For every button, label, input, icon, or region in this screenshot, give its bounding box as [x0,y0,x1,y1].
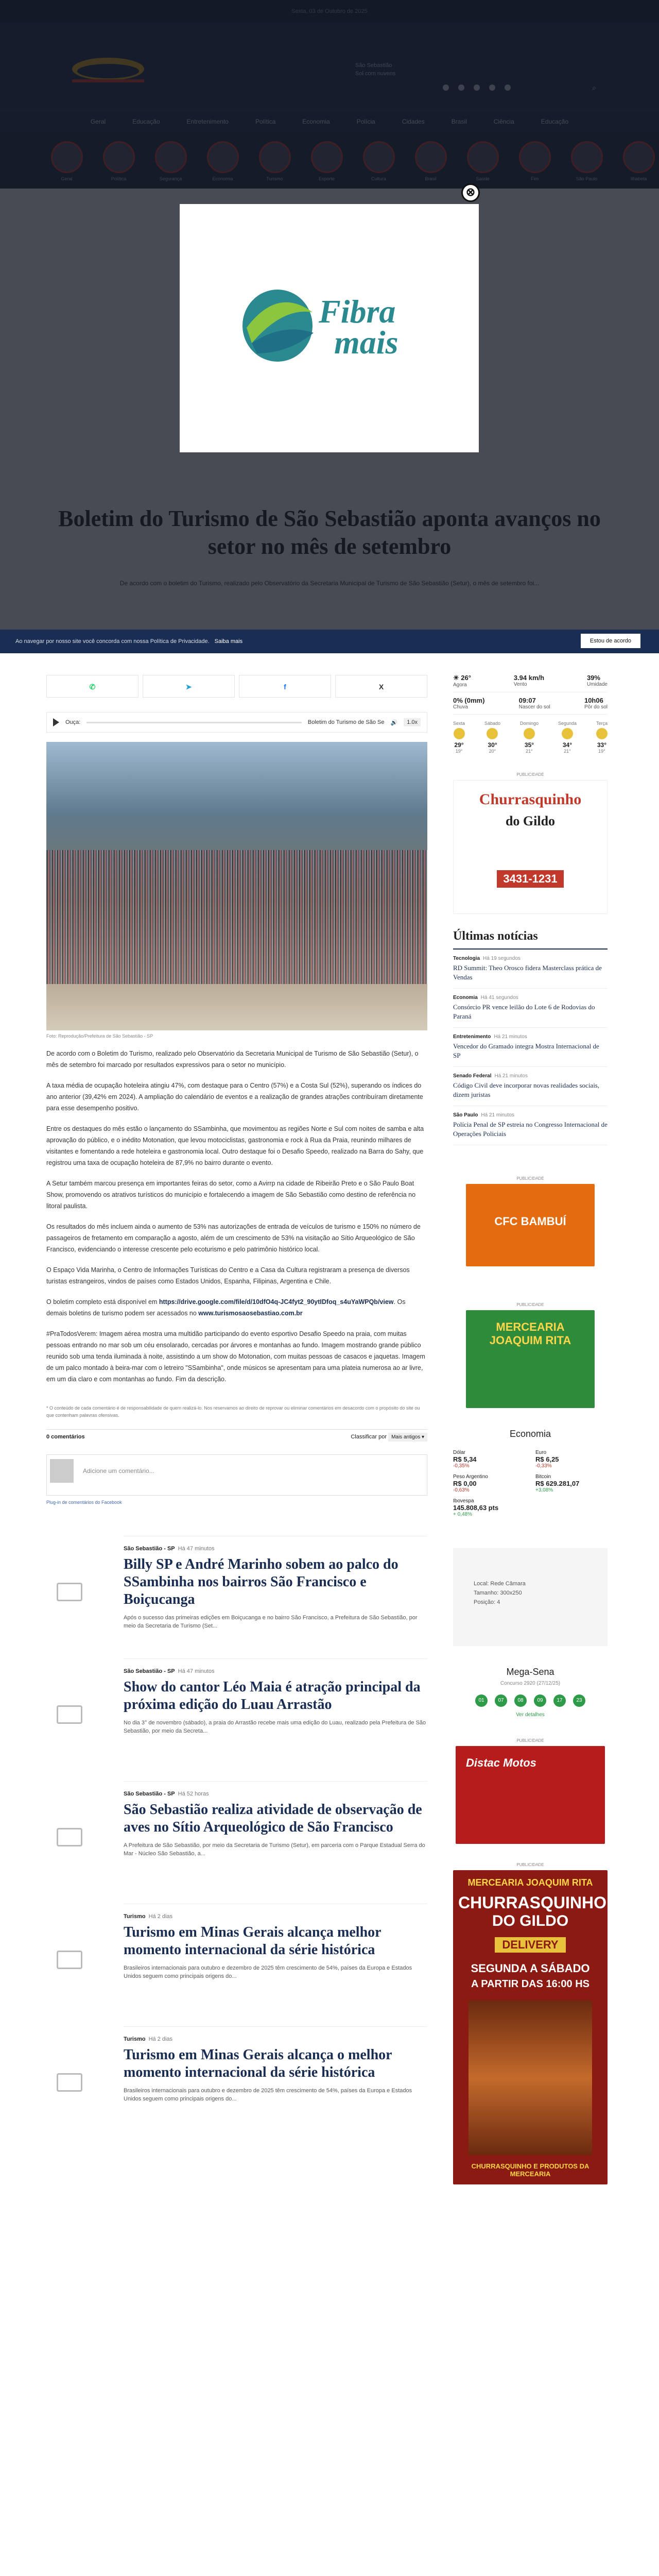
related-item[interactable] [124,1781,427,1904]
latest-title[interactable]: Consórcio PR vence leilão do Lote 6 de Rodovias do Paraná [453,1003,595,1020]
latest-meta [453,1112,608,1118]
economy-item [453,1450,525,1469]
related-category: São Sebastião - SP [124,1546,175,1552]
weather-label: Agora [453,682,467,688]
latest-meta [453,956,608,961]
economy-value: R$ 6,25 [535,1455,559,1463]
economy-name: Euro [535,1450,547,1455]
related-category: Turismo [124,2036,146,2042]
latest-heading: Últimas notícias [453,914,608,950]
economy-change: -0,35% [453,1463,470,1469]
ad-label: PUBLICIDADE [516,772,544,777]
latest-time: Há 21 minutos [494,1073,528,1079]
audio-player [46,712,427,733]
weather-label: Vento [513,682,527,687]
weather-value: 10h06 [584,697,603,704]
day-high: 35° [524,741,534,749]
sun-icon [487,728,498,739]
ad-cfc-bambui[interactable]: CFC BAMBUÍ [466,1184,595,1266]
weather-value: 09:07 [518,697,536,704]
article-photo [46,742,427,1030]
player-progress[interactable] [86,722,302,723]
sort-label: Classificar por [351,1434,387,1440]
weather-value: 39% [586,674,600,682]
mega-ball: 08 [514,1694,527,1707]
latest-category: São Paulo [453,1112,478,1118]
latest-title[interactable]: Vencedor do Gramado integra Mostra Internacional de SP [453,1042,599,1059]
economy-value: R$ 5,34 [453,1455,477,1463]
play-icon[interactable] [53,718,59,726]
turismo-link[interactable]: www.turismosaosebastiao.com.br [198,1310,303,1317]
weather-label: Pôr do sol [584,704,608,710]
latest-item[interactable] [453,989,608,1028]
related-title[interactable]: Turismo em Minas Gerais alcança o melhor momento internacional da série histórica [124,2047,392,2080]
ad-mercearia-churrasquinho[interactable] [453,1870,608,2184]
share-bar [46,675,427,698]
cookie-banner [0,630,659,653]
related-category: Turismo [124,1913,146,1920]
ad-label: PUBLICIDADE [516,1176,544,1181]
mega-heading: Mega-Sena [506,1667,554,1677]
paragraph: Os resultados do mês incluem ainda o aumento de 53% nas autorizações de entrada de veículos de turismo e 150% no número de passageiros de fretamento em comparação a agosto, além de um crescimento de 53% na visitação ao Sítio Arqueológico de São Francisco, evidenciando o interesse crescente pelo ecoturismo e pelo patrimônio histórico local. [46,1223,421,1253]
image-placeholder-icon [57,2073,82,2092]
day-high: 29° [454,741,464,749]
sun-icon [524,728,535,739]
latest-category: Economia [453,995,478,1001]
latest-news [453,914,608,1145]
economy-name: Peso Argentino [453,1474,488,1480]
weather-label: Nascer do sol [518,704,550,710]
sun-icon [596,728,608,739]
mega-numbers [453,1694,608,1707]
cookie-link[interactable]: Saiba mais [214,638,243,645]
related-title[interactable]: São Sebastião realiza atividade de observação de aves no Sítio Arqueológico de São Francisco [124,1802,422,1835]
day-name: Segunda [558,721,577,726]
ad-phone: 3431-1231 [497,870,563,888]
comment-input[interactable]: Adicione um comentário... [83,1467,154,1475]
forecast-day [453,721,465,754]
facebook-share-button[interactable]: f [239,675,331,698]
paragraph: Entre os destaques do mês estão o lançamento do SSambinha, que movimentou as regiões Norte e Sul com noites de samba e alta aprovação do público, e o inédito Motonation, que levou motociclistas, gastronomia e rock à Rua da Praia, reunindo milhares de visitantes e fomentando a rede hoteleira e gastronomia local. Outro destaque foi o Desafio Speedo, realizado na Barra do Sahy, que registrou uma taxa de ocupação hoteleira de 87,9% no bairro durante o evento. [46,1125,424,1166]
weather-value: 3.94 km/h [513,674,545,682]
economy-change: + 0,48% [453,1512,472,1517]
comments-count: 0 comentários [46,1434,85,1440]
ad-label: PUBLICIDADE [516,1302,544,1307]
related-title[interactable]: Turismo em Minas Gerais alcança melhor momento internacional da série histórica [124,1924,381,1958]
volume-icon[interactable]: 🔊 [390,719,398,726]
economy-heading: Economia [509,1429,551,1439]
latest-item[interactable] [453,950,608,989]
forecast-day [484,721,500,754]
related-category: São Sebastião - SP [124,1668,175,1674]
weather-stat [587,674,608,688]
ad-label: PUBLICIDADE [516,1738,544,1743]
big-ad-delivery: DELIVERY [495,1937,565,1953]
big-ad-hours: A PARTIR DAS 16:00 HS [471,1978,590,1990]
related-category: São Sebastião - SP [124,1791,175,1797]
weather-stat [584,697,608,710]
weather-label: Umidade [586,682,608,687]
related-item[interactable] [124,1658,427,1781]
article-body [46,1048,427,1385]
latest-category: Senado Federal [453,1073,492,1079]
forecast-day [596,721,608,754]
related-meta [124,1546,427,1552]
latest-time: Há 21 minutos [494,1034,527,1040]
big-ad-days: SEGUNDA A SÁBADO [471,1962,590,1975]
weather-stat [453,674,471,688]
image-placeholder-icon [57,1705,82,1724]
economy-item [535,1474,608,1493]
latest-time: Há 41 segundos [480,995,518,1001]
related-desc: Brasileiros internacionais para outubro e dezembro de 2025 têm crescimento de 54%, países da Europa e Estados Unidos seguem como principais origens do... [124,1965,412,1979]
mega-ball: 23 [573,1694,585,1707]
day-high: 34° [562,741,573,749]
related-time: Há 2 dias [148,2036,173,2042]
related-desc: No dia 3° de novembro (sábado), a praia do Arrastão recebe mais uma edição do Luau, realizado pela Prefeitura de São Sebastião, por meio da Secreta... [124,1720,426,1734]
latest-category: Tecnologia [453,956,480,961]
sidebar [453,670,608,2184]
economy-name: Bitcoin [535,1474,551,1480]
economy-value: 145.808,63 pts [453,1504,499,1512]
latest-item[interactable] [453,1028,608,1067]
player-rate[interactable]: 1.0x [404,718,421,726]
facebook-plugin-label: Plug-in de comentários do Facebook [46,1500,122,1505]
day-name: Terça [596,721,608,726]
economy-value: R$ 629.281,07 [535,1480,580,1487]
day-name: Sexta [453,721,465,726]
day-low: 19° [455,749,463,754]
weather-value: 0% (0mm) [453,697,485,704]
ad-placeholder [453,1548,608,1646]
economy-change: -0,33% [535,1463,552,1469]
mega-ball: 09 [534,1694,546,1707]
weather-label: Chuva [453,704,468,710]
day-low: 20° [489,749,496,754]
x-share-button[interactable]: X [335,675,427,698]
ad-churrasquinho[interactable] [453,780,608,914]
photo-credit: Foto: Reprodução/Prefeitura de São Sebastião - SP [46,1033,153,1039]
ad-title: Churrasquinho [479,791,582,808]
local-label: Local: [474,1581,489,1587]
forecast-day [558,721,577,754]
related-meta [124,1913,427,1920]
ad-food-image [469,2001,592,2155]
ad-subtitle: do Gildo [505,814,556,828]
weather-row [453,670,608,692]
weather-value: ☀ 26° [453,674,471,682]
brand-line2: mais [334,324,398,361]
economy-change: -0,63% [453,1487,470,1493]
latest-time: Há 21 minutos [481,1112,514,1118]
day-low: 21° [564,749,571,754]
related-item[interactable] [124,1536,427,1658]
ad-label: PUBLICIDADE [516,1862,544,1867]
related-news [46,1536,427,2149]
related-meta [124,2036,427,2042]
ad-distac-motos[interactable]: Distac Motos [456,1746,605,1844]
image-placeholder-icon [57,1951,82,1969]
sort-select[interactable]: Mais antigos ▾ [388,1433,427,1442]
related-time: Há 47 minutos [178,1668,215,1674]
sun-icon [562,728,573,739]
comment-note: * O conteúdo de cada comentário é de responsabilidade de quem realizá-lo. Nos reservamos ao direito de reprovar ou eliminar comentários em desacordo com o propósito do site ou que contenham palavras ofensivas. [46,1405,420,1418]
fibra-mais-logo [180,204,479,452]
paragraph: O Espaço Vida Marinha, o Centro de Informações Turísticas do Centro e a Casa da Cultura registraram a presença de diversos turistas estrangeiros, vindos de países como Estados Unidos, Espanha, Filipinas, Argentina e Chile. [46,1266,410,1285]
latest-meta [453,1073,608,1079]
economy-item [453,1474,525,1493]
latest-time: Há 19 segundos [483,956,521,961]
cookie-text: Ao navegar por nosso site você concorda com nossa Política de Privacidade. [15,638,210,645]
weather-forecast [453,721,608,754]
player-label: Ouça: [65,719,81,725]
latest-meta [453,995,608,1001]
article-main [46,675,427,2149]
mega-details-link[interactable]: Ver detalhes [516,1712,545,1718]
weather-widget [453,670,608,715]
mega-sena-widget [453,1667,608,1718]
ad-mercearia[interactable]: MERCEARIA JOAQUIM RITA [466,1310,595,1408]
position-value: 4 [497,1599,500,1605]
weather-stat [519,697,550,710]
day-high: 33° [597,741,607,749]
paragraph: A taxa média de ocupação hoteleira atingiu 47%, com destaque para o Centro (57%) e a Costa Sul (52%), superando os índices do ano anterior (39,42% em 2024). A ampliação do calendário de eventos e a realização de grandes atrações contribuíram diretamente para esse desempenho positivo. [46,1082,423,1112]
comment-box[interactable] [46,1454,427,1496]
economy-value: R$ 0,00 [453,1480,477,1487]
related-item[interactable] [124,1904,427,2026]
related-title[interactable]: Billy SP e André Marinho sobem ao palco do SSambinha nos bairros São Francisco e Boiçucanga [124,1556,398,1607]
big-ad-title3: DO GILDO [492,1912,569,1929]
image-placeholder-icon [57,1828,82,1846]
mega-ball: 07 [495,1694,507,1707]
player-title: Boletim do Turismo de São Se [307,719,385,725]
image-placeholder-icon [57,1583,82,1601]
economy-item [453,1498,525,1517]
economy-name: Dólar [453,1450,465,1455]
ad-popup[interactable] [180,204,479,452]
related-time: Há 47 minutos [178,1546,215,1552]
latest-item[interactable] [453,1067,608,1106]
latest-meta [453,1034,608,1040]
related-time: Há 2 dias [148,1913,173,1920]
size-label: Tamanho: [474,1590,499,1596]
comments-header [46,1429,427,1440]
day-low: 21° [526,749,533,754]
paragraph: A Setur também marcou presença em importantes feiras do setor, como a Avirrp na cidade de Ribeirão Preto e o São Paulo Boat Show, promovendo os atrativos turísticos do município e fortalecendo a imagem de São Sebastião como destino de referência no litoral paulista. [46,1180,416,1210]
telegram-share-button[interactable]: ➤ [143,675,235,698]
paragraph: #PraTodosVerem: Imagem aérea mostra uma multidão participando do evento esportivo Desafio Speedo na praia, com muitas pessoas entrando no mar sob um céu ensolarado, cercadas por árvores e montanhas ao fundo. Imagem mostrando grande público reunido sob uma tenda iluminada à noite, assistindo a um show do Motonation, com muitas pessoas de casacos e jaquetas. Imagem de um palco montado à beira-mar com o letreiro "SSambinha", onde músicos se apresentam para uma plateia numerosa ao ar livre, em um dia claro e com montanhas ao fundo. Fim da descrição. [46,1330,425,1383]
day-low: 19° [598,749,605,754]
related-meta [124,1791,427,1797]
weather-stat [514,674,544,688]
big-ad-title: MERCEARIA JOAQUIM RITA [467,1877,593,1888]
related-desc: Após o sucesso das primeiras edições em Boiçucanga e no bairro São Francisco, a Prefeitura de São Sebastião, por meio da Secretaria de Turismo (Set... [124,1615,418,1629]
close-icon[interactable]: ⊗ [461,183,480,202]
big-ad-footer: CHURRASQUINHO E PRODUTOS DA MERCEARIA [471,2162,589,2178]
avatar [50,1459,74,1483]
latest-category: Entretenimento [453,1034,491,1040]
economy-change: +3,08% [535,1487,553,1493]
day-name: Domingo [519,721,539,726]
related-time: Há 52 horas [178,1791,209,1797]
related-title[interactable]: Show do cantor Léo Maia é atração principal da próxima edição do Luau Arrastão [124,1679,421,1713]
big-ad-title2: CHURRASQUINHO [458,1893,606,1912]
local-value: Rede Câmara [490,1581,526,1587]
brand-line1: Fibra [319,293,396,330]
economy-item [535,1450,608,1469]
link-prefix: O boletim completo está disponível em [46,1298,159,1306]
related-meta [124,1668,427,1674]
mega-sub: Concurso 2920 (27/12/25) [500,1681,561,1686]
related-desc: Brasileiros internacionais para outubro e dezembro de 2025 têm crescimento de 54%, países da Europa e Estados Unidos seguem como principais origens do... [124,2088,412,2102]
latest-item[interactable] [453,1106,608,1145]
latest-title[interactable]: Código Civil deve incorporar novas realidades sociais, dizem juristas [453,1081,600,1098]
related-item[interactable] [124,2026,427,2149]
sun-icon [454,728,465,739]
latest-title[interactable]: Polícia Penal de SP estreia no Congresso Internacional de Operações Policiais [453,1121,608,1138]
day-high: 30° [488,741,497,749]
paragraph: De acordo com o Boletim do Turismo, realizado pelo Observatório da Secretaria Municipal de Turismo de São Sebastião (Setur), o mês de setembro foi marcado por resultados expressivos para o setor no município. [46,1050,419,1069]
economy-name: Ibovespa [453,1498,474,1504]
day-name: Sábado [484,721,500,726]
related-desc: A Prefeitura de São Sebastião, por meio da Secretaria de Turismo (Setur), em parceria com o Parque Estadual Serra do Mar - Núcleo São Sebastião, a... [124,1842,425,1857]
link-suffix: . Os demais boletins de turismo podem ser acessados no [46,1298,406,1317]
weather-stat [453,697,484,710]
accept-cookies-button[interactable]: Estou de acordo [581,634,640,648]
forecast-day [520,721,539,754]
size-value: 300x250 [500,1590,522,1596]
economy-widget [453,1429,608,1517]
latest-title[interactable]: RD Summit: Theo Orosco fidera Masterclass prática de Vendas [453,964,602,981]
position-label: Posição: [474,1599,496,1605]
mega-ball: 01 [475,1694,488,1707]
paragraph [46,1296,427,1319]
mega-ball: 17 [553,1694,566,1707]
drive-link[interactable]: https://drive.google.com/file/d/10dfO4q-JC4fyt2_90ytIDfoq_s4uYaWPQb/view [159,1298,394,1306]
whatsapp-share-button[interactable]: ✆ [46,675,138,698]
weather-row [453,692,608,715]
